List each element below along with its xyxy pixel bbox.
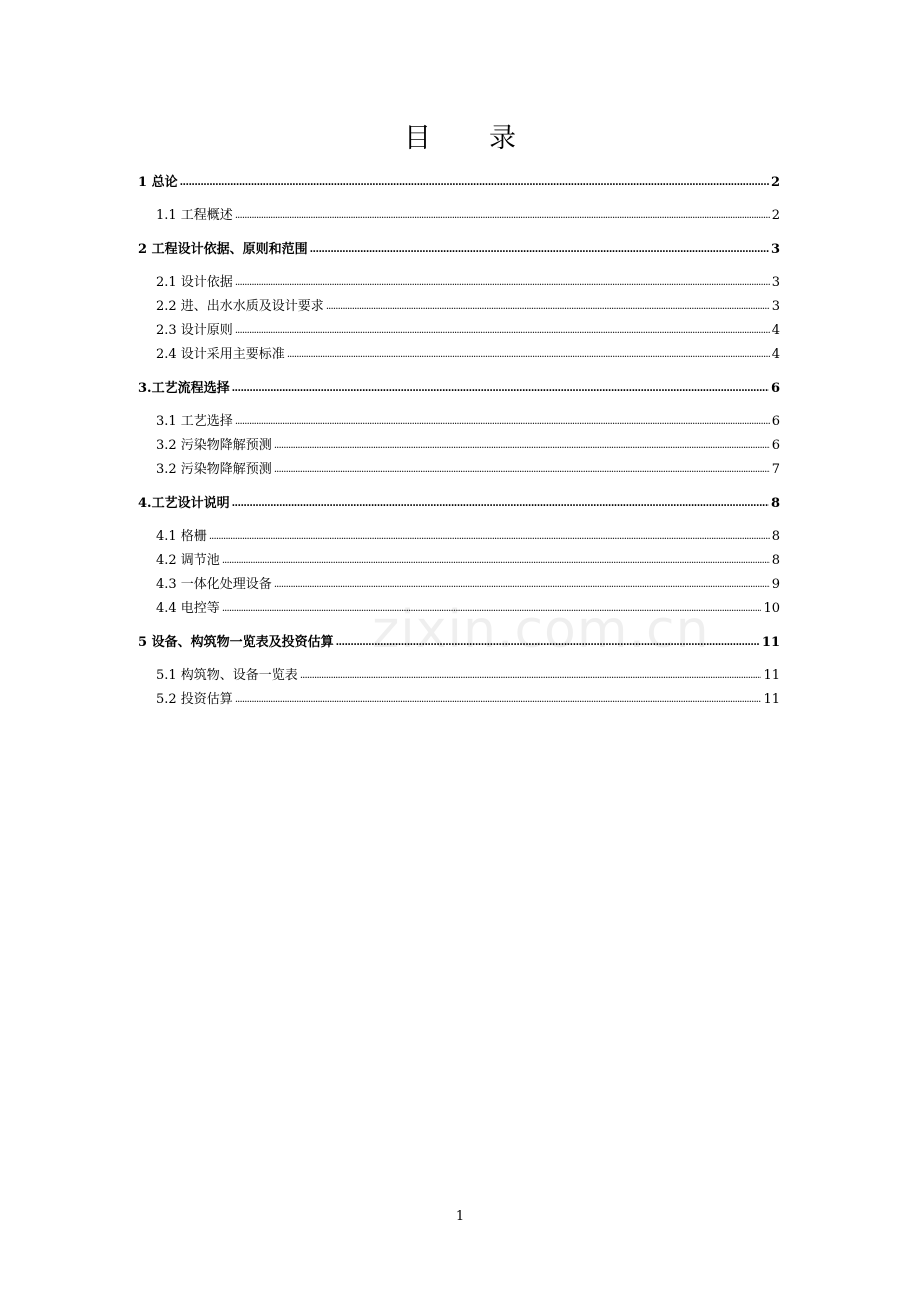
toc-entry-3-1[interactable] (156, 411, 780, 431)
toc-entry-4-1[interactable] (156, 526, 780, 546)
toc-dot-leader (274, 463, 770, 477)
toc-page-number: 3 (770, 242, 780, 257)
toc-entry-text: 1 总论 (138, 175, 178, 190)
toc-entry-text: 4.3 一体化处理设备 (156, 577, 272, 592)
toc-page-number: 2 (771, 208, 780, 223)
toc-entry-text: 5 设备、构筑物一览表及投资估算 (138, 635, 334, 650)
toc-entry-2-1[interactable] (156, 272, 780, 292)
toc-page-number: 9 (771, 577, 780, 592)
toc-entry-2-3[interactable] (156, 320, 780, 340)
toc-entry-text: 3.1 工艺选择 (156, 414, 233, 429)
toc-entry-chapter-3[interactable] (138, 378, 780, 398)
toc-entry-chapter-4[interactable] (138, 493, 780, 513)
toc-page-number: 11 (763, 692, 780, 707)
toc-entry-5-2[interactable] (156, 689, 780, 709)
toc-page-number: 8 (770, 496, 780, 511)
toc-page-number: 8 (771, 529, 780, 544)
toc-entry-text: 4.2 调节池 (156, 553, 220, 568)
page-number: 1 (455, 1209, 465, 1224)
toc-dot-leader (235, 415, 770, 429)
toc-page-number: 4 (771, 323, 780, 338)
toc-entry-chapter-2[interactable] (138, 239, 780, 259)
toc-dot-leader (274, 439, 770, 453)
toc-dot-leader (235, 324, 770, 338)
toc-dot-leader (235, 693, 762, 707)
toc-entry-3-2-second[interactable] (156, 459, 780, 479)
toc-page-number: 4 (771, 347, 780, 362)
toc-entry-text: 4.工艺设计说明 (138, 496, 230, 511)
toc-page-number: 3 (771, 299, 780, 314)
toc-entry-4-2[interactable] (156, 550, 780, 570)
toc-dot-leader (310, 243, 769, 257)
toc-title (0, 116, 920, 155)
toc-page-number: 8 (771, 553, 780, 568)
watermark: zixin.com.cn (372, 600, 710, 660)
toc-dot-leader (232, 382, 769, 396)
toc-entry-text: 4.4 电控等 (156, 601, 220, 616)
toc-entry-text: 4.1 格栅 (156, 529, 207, 544)
toc-entry-chapter-1[interactable] (138, 172, 780, 192)
toc-entry-2-2[interactable] (156, 296, 780, 316)
toc-entry-text: 2.4 设计采用主要标准 (156, 347, 285, 362)
toc-dot-leader (209, 530, 770, 544)
toc-dot-leader (180, 176, 769, 190)
toc-page-number: 6 (770, 381, 780, 396)
toc-entry-text: 2.2 进、出水水质及设计要求 (156, 299, 324, 314)
toc-entry-text: 2 工程设计依据、原则和范围 (138, 242, 308, 257)
toc-dot-leader (326, 300, 770, 314)
toc-page-number: 6 (771, 414, 780, 429)
toc-entry-text: 3.2 污染物降解预测 (156, 438, 272, 453)
toc-page-number: 6 (771, 438, 780, 453)
toc-entry-text: 2.1 设计依据 (156, 275, 233, 290)
toc-dot-leader (274, 578, 770, 592)
toc-page-number: 3 (771, 275, 780, 290)
toc-entry-2-4[interactable] (156, 344, 780, 364)
toc-entry-text: 1.1 工程概述 (156, 208, 233, 223)
toc-entry-1-1[interactable] (156, 205, 780, 225)
toc-dot-leader (235, 276, 770, 290)
toc-entry-text: 3.2 污染物降解预测 (156, 462, 272, 477)
toc-dot-leader (300, 669, 762, 683)
toc-entry-text: 5.1 构筑物、设备一览表 (156, 668, 298, 683)
toc-dot-leader (287, 348, 770, 362)
toc-dot-leader (222, 554, 770, 568)
toc-page-number: 2 (770, 175, 780, 190)
toc-page-number: 10 (763, 601, 780, 616)
toc-page-number: 7 (771, 462, 780, 477)
toc-entry-4-3[interactable] (156, 574, 780, 594)
toc-page-number: 11 (763, 668, 780, 683)
toc-dot-leader (235, 209, 770, 223)
toc-title-char-2: 录 (489, 123, 516, 154)
toc-dot-leader (232, 497, 769, 511)
toc-title-char-1: 目 (404, 123, 431, 154)
toc-page-number: 11 (761, 635, 780, 650)
toc-entry-text: 2.3 设计原则 (156, 323, 233, 338)
toc-entry-3-2[interactable] (156, 435, 780, 455)
toc-entry-text: 3.工艺流程选择 (138, 381, 230, 396)
toc-entry-text: 5.2 投资估算 (156, 692, 233, 707)
